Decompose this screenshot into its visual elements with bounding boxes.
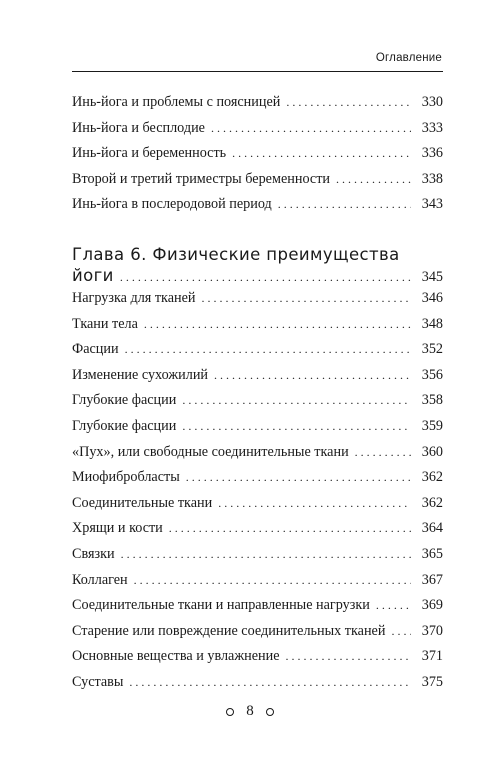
toc-entry-title: Инь-йога в послеродовой период (72, 196, 272, 213)
toc-entry-title: Фасции (72, 341, 119, 358)
toc-entries-before (72, 94, 443, 222)
toc-entry-title: Соединительные ткани и направленные нагрузки (72, 597, 370, 614)
toc-entry[interactable] (72, 444, 443, 470)
toc-entry-page: 338 (421, 170, 443, 187)
chapter-page-number: 345 (421, 268, 443, 285)
toc-entry-page: 359 (421, 417, 443, 434)
dot-leader (182, 393, 411, 408)
ornament-circle-right-icon (266, 708, 274, 716)
toc-entry-title: Нагрузка для тканей (72, 289, 196, 306)
toc-entry-title: Суставы (72, 673, 124, 690)
toc-entry-title: Миофибробласты (72, 469, 180, 486)
toc-entry[interactable] (72, 120, 443, 146)
toc-entry-title: Изменение сухожилий (72, 366, 208, 383)
toc-entry[interactable] (72, 196, 443, 222)
toc-entry[interactable] (72, 572, 443, 598)
toc-entry-page: 358 (421, 392, 443, 409)
running-header: Оглавление (375, 52, 442, 64)
toc-entry[interactable] (72, 469, 443, 495)
toc-entry[interactable] (72, 520, 443, 546)
dot-leader (121, 547, 411, 562)
dot-leader (134, 573, 411, 588)
dot-leader (169, 521, 411, 536)
dot-leader (129, 675, 411, 690)
dot-leader (376, 598, 411, 613)
toc-entry-title: Инь-йога и бесплодие (72, 119, 205, 136)
chapter-title-line1: Глава 6. Физические преимущества (72, 244, 400, 264)
toc-entry-title: Коллаген (72, 571, 128, 588)
toc-entry[interactable] (72, 418, 443, 444)
toc-entry[interactable] (72, 597, 443, 623)
toc-entry-page: 352 (421, 341, 443, 358)
toc-entry[interactable] (72, 316, 443, 342)
toc-entry-page: 371 (421, 648, 443, 665)
toc-entry[interactable] (72, 171, 443, 197)
toc-entry-page: 343 (421, 196, 443, 213)
dot-leader (232, 146, 411, 161)
toc-entries-chapter-6 (72, 290, 443, 700)
toc-entry-page: 370 (421, 622, 443, 639)
toc-entry-title: Инь-йога и проблемы с поясницей (72, 94, 281, 110)
ornament-circle-left-icon (226, 708, 234, 716)
toc-entry-title: Связки (72, 545, 115, 562)
toc-entry-title: Старение или повреждение соединительных тканей (72, 622, 386, 639)
toc-entry-title: Соединительные ткани (72, 494, 213, 511)
toc-entry-page: 356 (421, 366, 443, 383)
chapter-title-row[interactable] (72, 266, 443, 290)
dot-leader (186, 470, 411, 485)
toc-entry[interactable] (72, 94, 443, 120)
toc-entry-title: Ткани тела (72, 315, 138, 332)
header-rule (72, 71, 443, 72)
toc-entry[interactable] (72, 623, 443, 649)
dot-leader (182, 419, 411, 434)
toc-entry-page: 364 (421, 520, 443, 537)
page-number: 8 (246, 703, 254, 719)
dot-leader (214, 368, 411, 383)
dot-leader (125, 342, 411, 357)
toc-entry-page: 346 (421, 289, 443, 306)
toc-entry[interactable] (72, 546, 443, 572)
dot-leader (218, 496, 411, 511)
dot-leader (355, 445, 411, 460)
toc-entry-page: 330 (421, 94, 443, 110)
toc-entry-title: Глубокие фасции (72, 392, 177, 409)
toc-entry[interactable] (72, 495, 443, 521)
toc-entry-page: 375 (421, 673, 443, 690)
toc-entry-page: 360 (421, 443, 443, 460)
toc-entry-page: 362 (421, 469, 443, 486)
dot-leader (211, 121, 411, 136)
dot-leader (286, 649, 411, 664)
toc-entry-page: 333 (421, 119, 443, 136)
dot-leader (278, 197, 411, 212)
dot-leader (336, 172, 411, 187)
dot-leader (120, 270, 411, 285)
toc-entry-page: 336 (421, 145, 443, 162)
toc-entry[interactable] (72, 648, 443, 674)
toc-entry[interactable] (72, 392, 443, 418)
toc-entry-page: 369 (421, 597, 443, 614)
toc-entry-page: 367 (421, 571, 443, 588)
page-footer (0, 703, 500, 720)
toc-entry-title: Хрящи и кости (72, 520, 163, 537)
dot-leader (286, 95, 411, 110)
toc-entry-page: 348 (421, 315, 443, 332)
dot-leader (144, 317, 411, 332)
toc-entry-page: 365 (421, 545, 443, 562)
toc-entry[interactable] (72, 341, 443, 367)
toc-entry-title: Глубокие фасции (72, 417, 177, 434)
chapter-heading (72, 244, 443, 266)
toc-entry[interactable] (72, 367, 443, 393)
chapter-title-line2: йоги (72, 265, 114, 285)
dot-leader (391, 624, 411, 639)
toc-entry-title: «Пух», или свободные соединительные ткани (72, 443, 349, 460)
dot-leader (202, 291, 411, 306)
table-of-contents (72, 94, 443, 699)
toc-entry[interactable] (72, 674, 443, 700)
toc-entry-page: 362 (421, 494, 443, 511)
toc-entry-title: Инь-йога и беременность (72, 145, 227, 162)
toc-entry-title: Основные вещества и увлажнение (72, 648, 280, 665)
toc-entry[interactable] (72, 290, 443, 316)
toc-entry[interactable] (72, 145, 443, 171)
toc-entry-title: Второй и третий триместры беременности (72, 170, 330, 187)
